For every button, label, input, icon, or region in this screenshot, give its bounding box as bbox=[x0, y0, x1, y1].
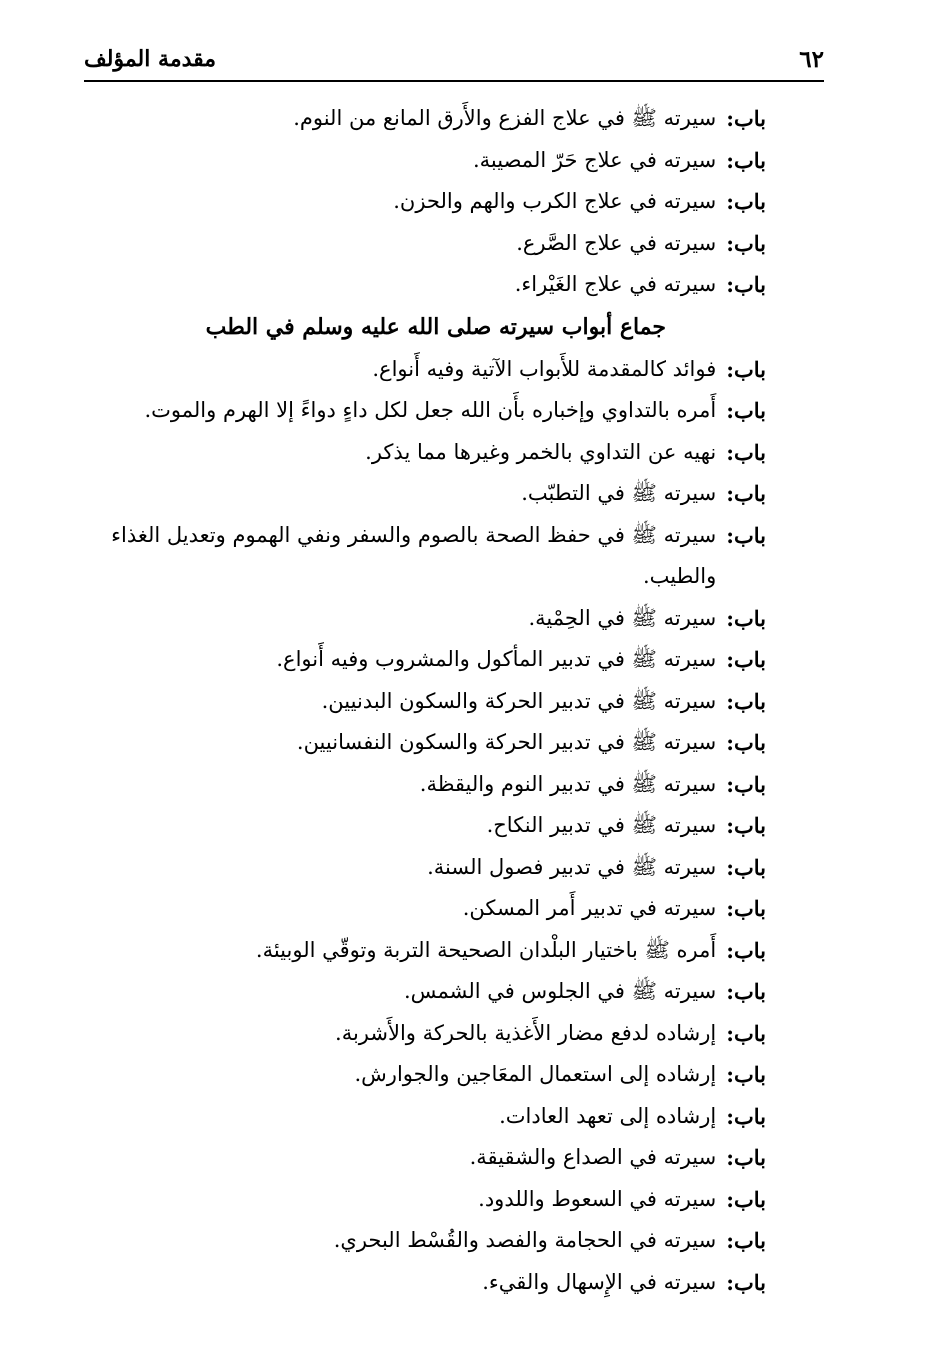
entry-label: باب: bbox=[726, 481, 766, 506]
entry-label: باب: bbox=[726, 1103, 766, 1129]
list-item bbox=[76, 930, 766, 972]
entry-label: باب: bbox=[726, 854, 766, 880]
entry-text: سيرته ﷺ في الجلوس في الشمس. bbox=[404, 979, 717, 1003]
list-item bbox=[76, 181, 766, 223]
list-item bbox=[76, 1179, 766, 1221]
entry-text: سيرته ﷺ في تدبير المأكول والمشروب وفيه أَنواع. bbox=[276, 647, 717, 671]
list-item bbox=[76, 1054, 766, 1096]
entry-label: باب: bbox=[726, 147, 766, 173]
page-header bbox=[84, 40, 824, 82]
entry-label: باب: bbox=[726, 979, 766, 1004]
entry-label: باب: bbox=[726, 1228, 766, 1253]
entry-text: فوائد كالمقدمة للأَبواب الآتية وفيه أَنواع. bbox=[372, 356, 717, 381]
running-title: مقدمة المؤلف bbox=[84, 46, 217, 72]
entry-text: سيرته في علاج الكرب والهم والحزن. bbox=[393, 189, 717, 213]
entry-label: باب: bbox=[726, 1145, 766, 1170]
entry-label: باب: bbox=[726, 605, 766, 631]
entry-label: باب: bbox=[726, 522, 766, 548]
entry-text: سيرته في الصداع والشقيقة. bbox=[469, 1145, 717, 1169]
entry-text: أَمره بالتداوي وإخباره بأَن الله جعل لكل داءٍ دواءً إلا الهرم والموت. bbox=[144, 398, 717, 422]
entry-text: سيرته في الإِسهال والقيء. bbox=[482, 1269, 717, 1294]
list-item bbox=[76, 971, 766, 1013]
entry-label: باب: bbox=[726, 647, 766, 672]
entry-label: باب: bbox=[726, 106, 766, 131]
entry-text: سيرته في علاج الغَيْراء. bbox=[514, 272, 717, 296]
list-item bbox=[76, 349, 766, 391]
entry-label: باب: bbox=[726, 813, 766, 838]
entry-text: سيرته ﷺ في الحِمْية. bbox=[528, 605, 717, 630]
entry-text: سيرته ﷺ في تدبير النوم واليقظة. bbox=[419, 771, 717, 796]
entry-label: باب: bbox=[726, 688, 766, 714]
entry-text: سيرته في الحجامة والفصد والقُسْط البحري. bbox=[333, 1228, 717, 1252]
entry-label: باب: bbox=[726, 730, 766, 755]
list-item bbox=[76, 140, 766, 182]
entry-text: سيرته في تدبير أَمر المسكن. bbox=[462, 896, 717, 920]
list-item bbox=[76, 639, 766, 681]
list-item bbox=[76, 722, 766, 764]
list-item bbox=[76, 515, 766, 598]
entry-label: باب: bbox=[726, 1269, 766, 1295]
chapter-list bbox=[76, 98, 766, 1303]
entry-label: باب: bbox=[726, 1186, 766, 1212]
entry-text: إرشاده إلى تعهد العادات. bbox=[499, 1103, 717, 1128]
entry-text: سيرته في السعوط واللدود. bbox=[478, 1186, 717, 1211]
list-item bbox=[76, 764, 766, 806]
entry-label: باب: bbox=[726, 230, 766, 256]
entry-label: باب: bbox=[726, 398, 766, 423]
entry-text: سيرته ﷺ في التطبّب. bbox=[521, 481, 717, 505]
list-item bbox=[76, 264, 766, 306]
entry-label: باب: bbox=[726, 1020, 766, 1046]
entry-text: إرشاده إلى استعمال المعَاجين والجوارش. bbox=[354, 1062, 717, 1086]
entry-text: نهيه عن التداوي بالخمر وغيرها مما يذكر. bbox=[365, 439, 717, 464]
entry-label: باب: bbox=[726, 189, 766, 214]
list-item bbox=[76, 1013, 766, 1055]
list-item bbox=[76, 473, 766, 515]
entry-text: سيرته ﷺ في تدبير فصول السنة. bbox=[427, 854, 717, 879]
section-heading: جماع أبواب سيرته صلى الله عليه وسلم في الطب bbox=[205, 313, 666, 340]
list-item bbox=[76, 1137, 766, 1179]
list-item bbox=[76, 1220, 766, 1262]
entry-text: إرشاده لدفع مضار الأَغذية بالحركة والأَشربة. bbox=[335, 1020, 717, 1045]
list-item bbox=[76, 888, 766, 930]
entry-label: باب: bbox=[726, 1062, 766, 1087]
entry-label: باب: bbox=[726, 356, 766, 382]
list-item bbox=[76, 598, 766, 640]
list-item bbox=[76, 390, 766, 432]
list-item bbox=[76, 223, 766, 265]
list-item bbox=[76, 1262, 766, 1304]
entry-text: سيرته ﷺ في حفظ الصحة بالصوم والسفر ونفي الهموم وتعديل الغذاء والطيب. bbox=[111, 522, 717, 588]
entry-text: سيرته ﷺ في تدبير الحركة والسكون البدنيين. bbox=[321, 688, 717, 713]
entry-label: باب: bbox=[726, 439, 766, 465]
list-item bbox=[76, 847, 766, 889]
entry-label: باب: bbox=[726, 272, 766, 297]
list-item bbox=[76, 681, 766, 723]
entry-text: سيرته في علاج حَرّ المصيبة. bbox=[472, 147, 717, 172]
list-item bbox=[76, 432, 766, 474]
entry-label: باب: bbox=[726, 896, 766, 921]
list-item bbox=[76, 805, 766, 847]
entry-text: سيرته في علاج الصَّرع. bbox=[516, 230, 717, 255]
entry-text: سيرته ﷺ في تدبير النكاح. bbox=[486, 813, 717, 837]
entry-label: باب: bbox=[726, 937, 766, 963]
list-item bbox=[76, 1096, 766, 1138]
entry-text: سيرته ﷺ في علاج الفزع والأَرق المانع من النوم. bbox=[293, 106, 717, 130]
list-item bbox=[76, 98, 766, 140]
entry-text: أَمره ﷺ باختيار البلْدان الصحيحة التربة وتوقّي الوبيئة. bbox=[255, 937, 717, 962]
page-number: ٦٢ bbox=[799, 46, 824, 73]
entry-text: سيرته ﷺ في تدبير الحركة والسكون النفسانيين. bbox=[296, 730, 717, 754]
entry-label: باب: bbox=[726, 771, 766, 797]
